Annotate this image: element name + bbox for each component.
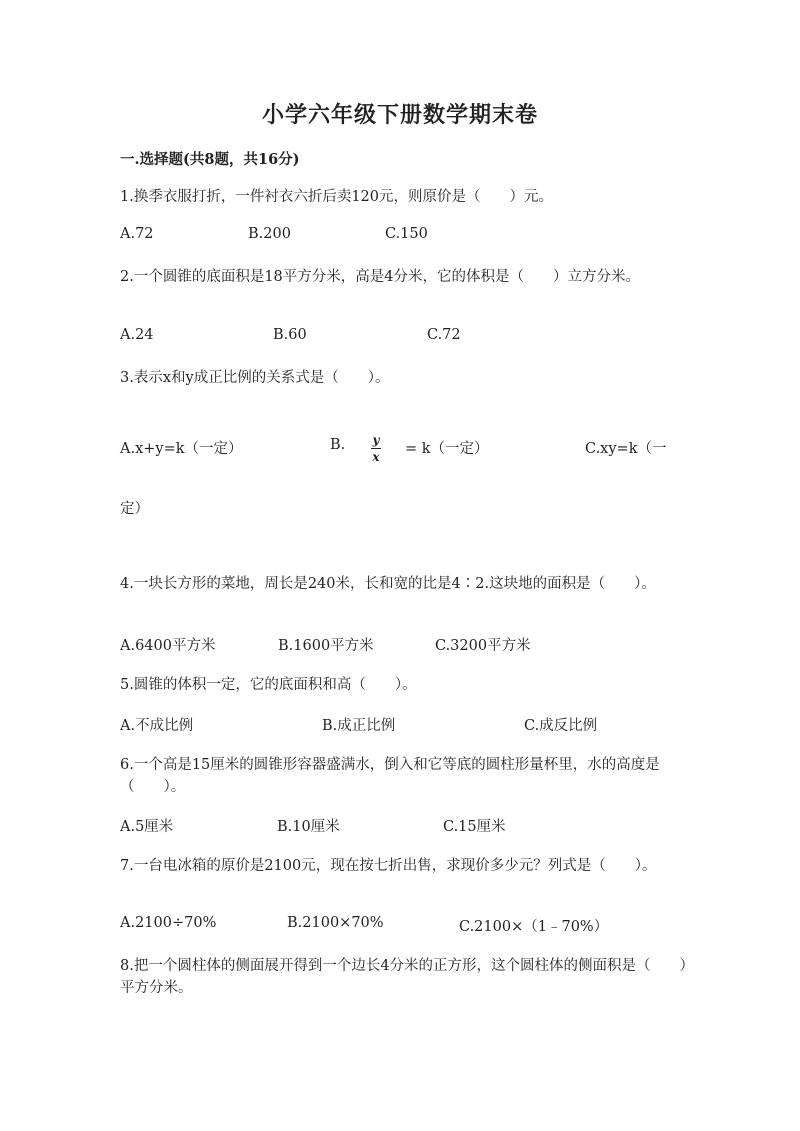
- fraction-bar: [371, 448, 381, 449]
- question-1: 1.换季衣服打折，一件衬衣六折后卖120元，则原价是（ ）元。: [120, 189, 554, 205]
- q6-option-a: A.5厘米: [120, 819, 174, 835]
- q3-option-a: A.x+y=k（一定）: [120, 441, 243, 457]
- q4-option-a: A.6400平方米: [120, 638, 216, 654]
- q6-option-b: B.10厘米: [277, 819, 340, 835]
- question-2: 2.一个圆锥的底面积是18平方分米，高是4分米，它的体积是（ ）立方分米。: [120, 269, 641, 285]
- question-5: 5.圆锥的体积一定，它的底面积和高（ ）。: [120, 677, 417, 693]
- question-6: 6.一个高是15厘米的圆锥形容器盛满水，倒入和它等底的圆柱形量杯里，水的高度是（ ）。: [120, 757, 660, 795]
- page-title: 小学六年级下册数学期末卷: [261, 102, 538, 128]
- q7-option-b: B.2100×70%: [287, 915, 384, 931]
- q4-option-b: B.1600平方米: [278, 638, 374, 654]
- question-4: 4.一块长方形的菜地，周长是240米，长和宽的比是4∶2.这块地的面积是（ ）。: [120, 576, 656, 592]
- q1-option-c: C.150: [385, 226, 428, 242]
- q7-option-a: A.2100÷70%: [120, 915, 217, 931]
- q5-option-c: C.成反比例: [524, 718, 598, 734]
- q3-option-b-label: B.: [330, 437, 346, 453]
- q7-option-c: C.2100×（1﹣70%）: [459, 919, 609, 935]
- fraction-numerator: y: [372, 433, 380, 447]
- fraction-denominator: x: [372, 450, 380, 464]
- q3-fraction: [371, 434, 381, 463]
- q2-option-a: A.24: [120, 327, 154, 343]
- q4-option-c: C.3200平方米: [435, 638, 531, 654]
- q1-option-a: A.72: [120, 226, 154, 242]
- q5-option-a: A.不成比例: [120, 718, 194, 734]
- q2-option-b: B.60: [273, 327, 307, 343]
- section-heading: 一.选择题(共8题，共16分): [120, 151, 300, 168]
- q3-option-b-rest: = k（一定）: [405, 441, 489, 457]
- q3-option-c-wrap: 定）: [120, 501, 149, 517]
- q2-option-c: C.72: [427, 327, 461, 343]
- q6-option-c: C.15厘米: [443, 819, 506, 835]
- question-7: 7.一台电冰箱的原价是2100元，现在按七折出售，求现价多少元？列式是（ ）。: [120, 858, 657, 874]
- question-3: 3.表示x和y成正比例的关系式是（ ）。: [120, 370, 390, 386]
- question-8: 8.把一个圆柱体的侧面展开得到一个边长4分米的正方形，这个圆柱体的侧面积是（ ）平方分米。: [120, 958, 695, 996]
- q1-option-b: B.200: [248, 226, 291, 242]
- q3-option-c: C.xy=k（一: [585, 441, 667, 457]
- q5-option-b: B.成正比例: [322, 718, 396, 734]
